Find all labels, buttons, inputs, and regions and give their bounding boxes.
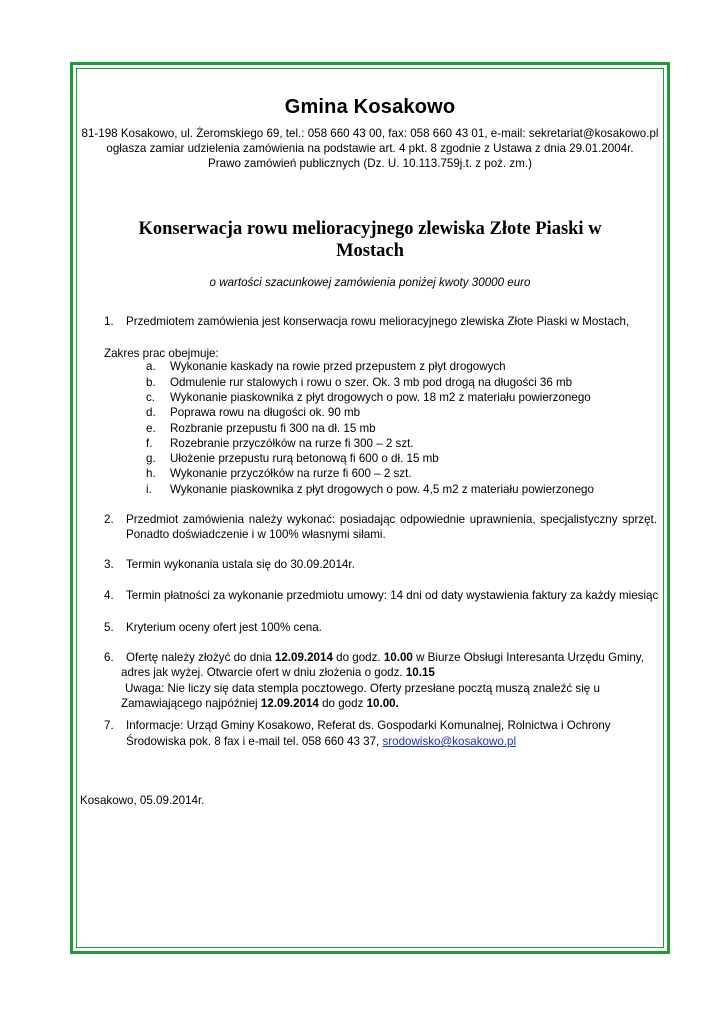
org-name: Gmina Kosakowo bbox=[284, 96, 456, 118]
item-2-line-1: Przedmiot zamówienia należy wykonać: posiadając odpowiednie uprawnienia, specjalistyczny sprzęt. bbox=[126, 513, 657, 526]
scope-letter: d. bbox=[146, 406, 156, 419]
item-1-text: Przedmiotem zamówienia jest konserwacja rowu melioracyjnego zlewiska Złote Piaski w Mostach, bbox=[126, 315, 630, 328]
scope-letter: g. bbox=[146, 452, 156, 465]
item-2-number: 2. bbox=[104, 513, 114, 526]
item-5-number: 5. bbox=[104, 621, 114, 634]
item-6-text: do godz. bbox=[332, 651, 384, 664]
item-6-text: Ofertę należy złożyć do dnia bbox=[126, 651, 275, 664]
scope-letter: e. bbox=[146, 422, 156, 435]
item-6-number: 6. bbox=[104, 651, 114, 664]
scope-letter: a. bbox=[146, 360, 156, 373]
scope-label: Zakres prac obejmuje: bbox=[104, 347, 219, 360]
item-5-text: Kryterium oceny ofert jest 100% cena. bbox=[126, 621, 322, 634]
item-6-text: Zamawiającego najpóźniej bbox=[121, 697, 261, 710]
scope-letter: i. bbox=[146, 483, 152, 496]
item-7-number: 7. bbox=[104, 719, 114, 732]
email-link[interactable]: srodowisko@kosakowo.pl bbox=[382, 735, 517, 748]
scope-letter: f. bbox=[146, 437, 153, 450]
scope-item: Ułożenie przepustu rurą betonową fi 600 o dł. 15 mb bbox=[170, 452, 439, 465]
scope-letter: c. bbox=[146, 391, 156, 404]
scope-item: Wykonanie przyczółków na rurze fi 600 – 2 szt. bbox=[170, 467, 412, 480]
scope-item: Rozbranie przepustu fi 300 na dł. 15 mb bbox=[170, 422, 376, 435]
item-7-line-1: Informacje: Urząd Gminy Kosakowo, Referat ds. Gospodarki Komunalnej, Rolnictwa i Ochrony bbox=[126, 719, 611, 732]
item-6-line-3: Uwaga: Nie liczy się data stempla pocztowego. Oferty przesłane pocztą muszą znaleźć się u bbox=[125, 682, 600, 695]
address-line: 81-198 Kosakowo, ul. Żeromskiego 69, tel.: 058 660 43 00, fax: 058 660 43 01, e-mail: sekretariat@kosakowo.pl bbox=[81, 127, 659, 140]
item-6-line-4 bbox=[121, 696, 399, 711]
item-6-text: w Biurze Obsługi Interesanta Urzędu Gminy, bbox=[412, 651, 644, 664]
document-subtitle: o wartości szacunkowej zamówienia poniżej kwoty 30000 euro bbox=[209, 276, 531, 289]
opening-time: 10.15 bbox=[405, 666, 435, 679]
announce-line: ogłasza zamiar udzielenia zamówienia na podstawie art. 4 pkt. 8 zgodnie z Ustawa z dnia 29.01.2004r. bbox=[106, 142, 634, 155]
item-6-line-1 bbox=[126, 650, 644, 665]
scope-item: Wykonanie piaskownika z płyt drogowych o pow. 4,5 m2 z materiału powierzonego bbox=[170, 483, 594, 496]
scope-item: Rozebranie przyczółków na rurze fi 300 – 2 szt. bbox=[170, 437, 414, 450]
final-time: 10.00. bbox=[366, 697, 399, 710]
item-3-number: 3. bbox=[104, 558, 114, 571]
item-4-text: Termin płatności za wykonanie przedmiotu umowy: 14 dni od daty wystawienia faktury za każdy miesiąc bbox=[126, 589, 659, 602]
scope-item: Odmulenie rur stalowych i rowu o szer. Ok. 3 mb pod drogą na długości 36 mb bbox=[170, 376, 573, 389]
offer-deadline-date: 12.09.2014 bbox=[274, 651, 333, 664]
scope-letter: h. bbox=[146, 467, 156, 480]
scope-item: Poprawa rowu na długości ok. 90 mb bbox=[170, 406, 361, 419]
final-date: 12.09.2014 bbox=[260, 697, 319, 710]
item-1-number: 1. bbox=[104, 315, 114, 328]
item-6-text: adres jak wyżej. Otwarcie ofert w dniu złożenia o godz. bbox=[121, 666, 406, 679]
scope-item: Wykonanie piaskownika z płyt drogowych o pow. 18 m2 z materiału powierzonego bbox=[170, 391, 591, 404]
item-7-text: Środowiska pok. 8 fax i e-mail tel. 058 660 43 37, bbox=[126, 735, 383, 748]
item-2-line-2: Ponadto doświadczenie i w 100% własnymi siłami. bbox=[126, 528, 386, 541]
item-7-line-2 bbox=[126, 734, 516, 749]
item-6-line-2 bbox=[121, 665, 435, 680]
title-line-1: Konserwacja rowu melioracyjnego zlewiska Złote Piaski w bbox=[138, 219, 602, 239]
item-4-number: 4. bbox=[104, 589, 114, 602]
title-line-2: Mostach bbox=[336, 241, 404, 261]
item-3-text: Termin wykonania ustala się do 30.09.2014r. bbox=[126, 558, 355, 571]
scope-letter: b. bbox=[146, 376, 156, 389]
law-line: Prawo zamówień publicznych (Dz. U. 10.113.759j.t. z poż. zm.) bbox=[208, 157, 532, 170]
item-6-text: do godz bbox=[318, 697, 367, 710]
scope-item: Wykonanie kaskady na rowie przed przepustem z płyt drogowych bbox=[170, 360, 506, 373]
offer-deadline-time: 10.00 bbox=[383, 651, 413, 664]
place-date: Kosakowo, 05.09.2014r. bbox=[80, 794, 205, 807]
document-title bbox=[110, 218, 630, 262]
page-border bbox=[70, 62, 670, 954]
